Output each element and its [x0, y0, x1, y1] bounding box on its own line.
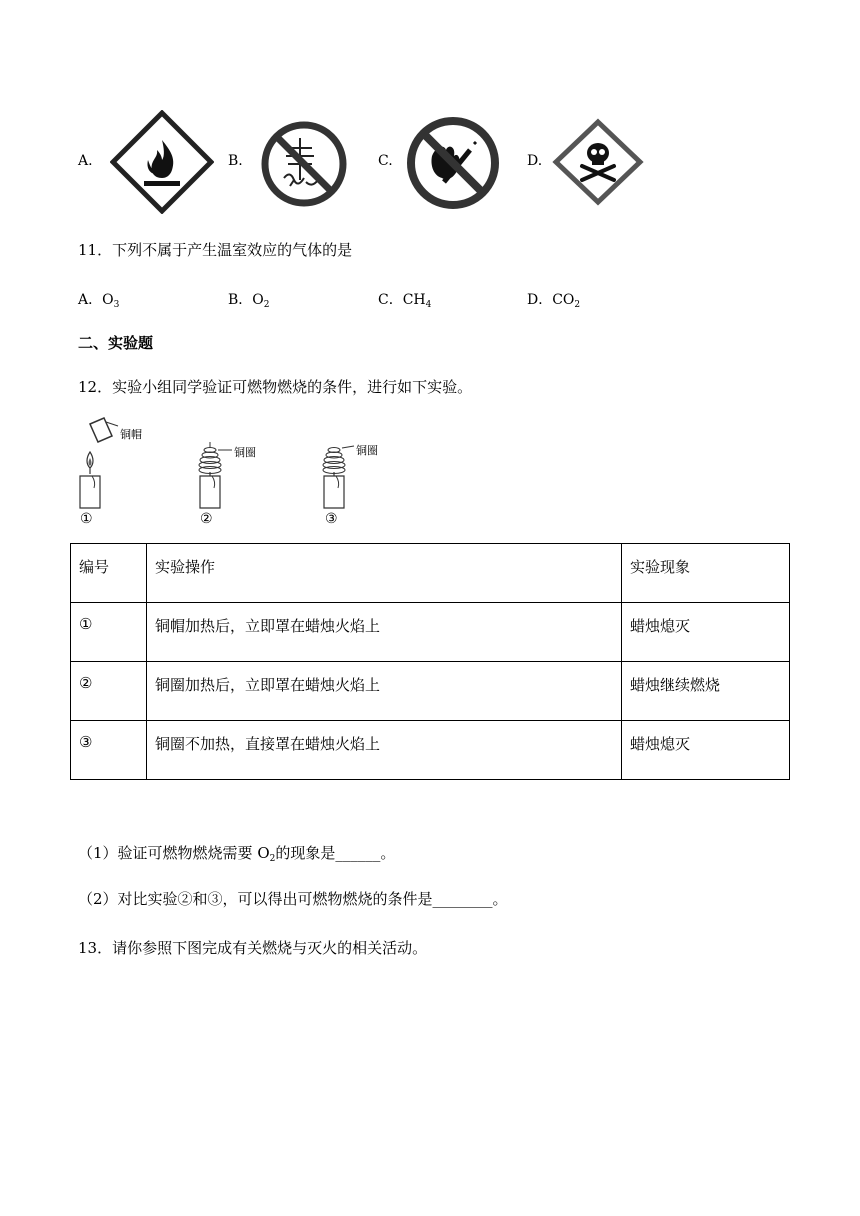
row-number-cell: ③ — [71, 721, 147, 780]
row-operation-cell: 铜圈不加热，直接罩在蜡烛火焰上 — [147, 721, 622, 780]
toxic-skull-diamond-icon — [552, 118, 644, 206]
figure-label-3: 铜圈 — [356, 444, 378, 457]
option-a-label: A. — [78, 153, 93, 169]
section-heading: 二、实验题 — [78, 334, 154, 352]
q11-option-a: A．$O_3$ — [78, 292, 120, 310]
question-11-stem: 11．下列不属于产生温室效应的气体的是 — [78, 241, 353, 259]
copper-coil-3-icon — [323, 446, 354, 474]
row-phenomenon-cell: 蜡烛熄灭 — [622, 603, 790, 662]
figure-label-1: 铜帽 — [120, 428, 142, 441]
candle-1-icon — [80, 452, 100, 508]
candle-3-icon — [324, 472, 344, 508]
q11-option-b: B．$O_2$ — [228, 292, 270, 310]
option-c-label: C. — [378, 153, 393, 169]
row-operation-cell: 铜帽加热后，立即罩在蜡烛火焰上 — [147, 603, 622, 662]
figure-label-2: 铜圈 — [234, 446, 256, 459]
row-operation-cell: 铜圈加热后，立即罩在蜡烛火焰上 — [147, 662, 622, 721]
header-cell-number: 编号 — [71, 544, 147, 603]
table-row — [71, 721, 790, 780]
header-cell-operation: 实验操作 — [147, 544, 622, 603]
row-phenomenon-cell: 蜡烛熄灭 — [622, 721, 790, 780]
no-open-flame-icon — [406, 116, 500, 210]
row-number-cell: ② — [71, 662, 147, 721]
table-row — [71, 662, 790, 721]
table-header-row — [71, 544, 790, 603]
flammable-diamond-icon — [110, 110, 214, 214]
no-fireworks-icon — [260, 120, 348, 208]
question-12-stem: 12．实验小组同学验证可燃物燃烧的条件，进行如下实验。 — [78, 378, 473, 396]
q12-subquestion-2: （2）对比实验②和③，可以得出可燃物燃烧的条件是________。 — [78, 890, 508, 908]
table-row — [71, 603, 790, 662]
copper-coil-2-icon — [199, 442, 232, 474]
q12-subquestion-1: （1）验证可燃物燃烧需要 $O_2$的现象是______。 — [78, 844, 396, 864]
figure-number-2: ② — [200, 511, 213, 527]
candle-2-icon — [200, 472, 220, 508]
figure-number-3: ③ — [325, 511, 338, 527]
experiment-table — [70, 543, 790, 780]
row-number-cell: ① — [71, 603, 147, 662]
figure-number-1: ① — [80, 511, 93, 527]
question-13-stem: 13．请你参照下图完成有关燃烧与灭火的相关活动。 — [78, 939, 428, 957]
option-d-label: D. — [527, 153, 543, 169]
row-phenomenon-cell: 蜡烛继续燃烧 — [622, 662, 790, 721]
q11-option-d: D．$CO_2$ — [527, 292, 581, 310]
q11-option-c: C．$CH_4$ — [378, 292, 432, 310]
header-cell-phenomenon: 实验现象 — [622, 544, 790, 603]
copper-cap-icon — [90, 418, 118, 442]
option-b-label: B. — [228, 153, 243, 169]
